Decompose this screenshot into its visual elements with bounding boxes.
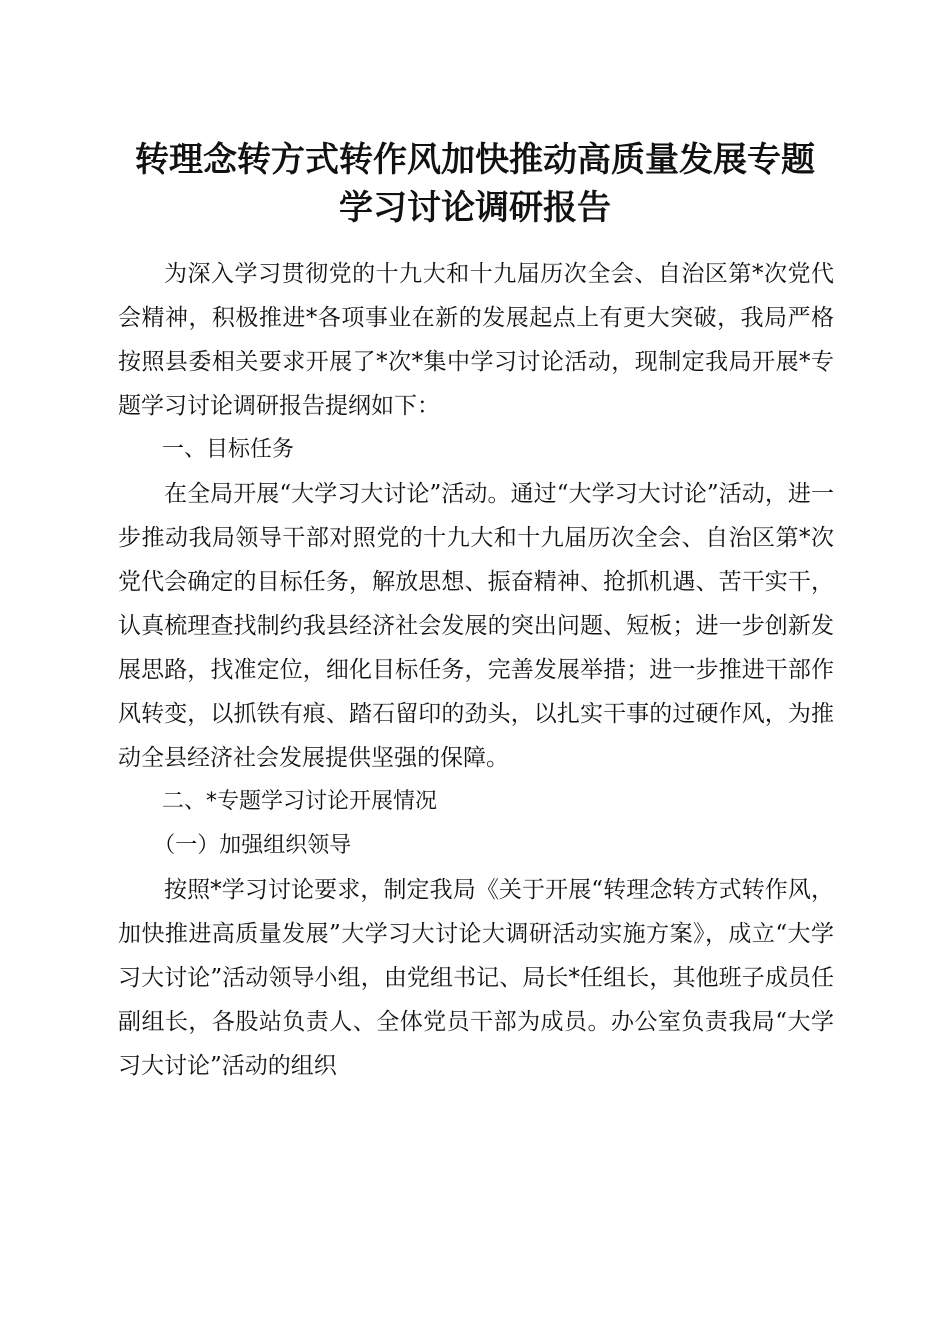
section-heading-progress: 二、*专题学习讨论开展情况 xyxy=(162,789,438,814)
document-body xyxy=(118,252,834,1088)
goals-paragraph: 在全局开展“大学习大讨论”活动。通过“大学习大讨论”活动，进一步推动我局领导干部对照党的十九大和十九届历次全会、自治区第*次党代会确定的目标任务，解放思想、振奋精神、抢抓机遇、苦干实干，认真梳理查找制约我县经济社会发展的突出问题、短板；进一步创新发展思路，找准定位，细化目标任务，完善发展举措；进一步推进干部作风转变，以抓铁有痕、踏石留印的劲头，以扎实干事的过硬作风，为推动全县经济社会发展提供坚强的保障。 xyxy=(118,481,834,771)
document-title xyxy=(100,136,850,232)
section-heading-goals: 一、目标任务 xyxy=(162,437,295,462)
subsection-heading-leadership: （一）加强组织领导 xyxy=(153,833,352,858)
title-line-1: 转理念转方式转作风加快推动高质量发展专题 xyxy=(135,140,815,180)
intro-paragraph: 为深入学习贯彻党的十九大和十九届历次全会、自治区第*次党代会精神，积极推进*各项事业在新的发展起点上有更大突破，我局严格按照县委相关要求开展了*次*集中学习讨论活动，现制定我局开展*专题学习讨论调研报告提纲如下： xyxy=(118,261,834,419)
title-line-2: 学习讨论调研报告 xyxy=(339,188,611,228)
leadership-paragraph: 按照*学习讨论要求，制定我局《关于开展“转理念转方式转作风，加快推进高质量发展”大学习大讨论大调研活动实施方案》，成立“大学习大讨论”活动领导小组，由党组书记、局长*任组长，其他班子成员任副组长，各股站负责人、全体党员干部为成员。办公室负责我局“大学习大讨论”活动的组织 xyxy=(118,877,834,1079)
